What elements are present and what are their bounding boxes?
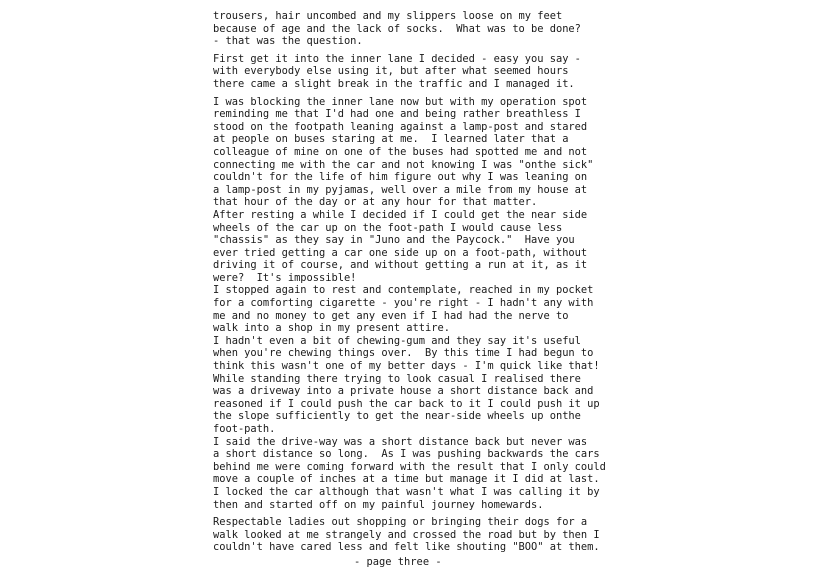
paragraph-respectable-ladies [213,516,613,554]
text-line: I was blocking the inner lane now but with my operation spot [213,95,588,108]
text-line: at people on buses staring at me. I learned later that a [213,133,569,146]
text-line: because of age and the lack of socks. What was to be done? [213,22,581,35]
text-line: I stopped again to rest and contemplate, reached in my pocket [213,284,594,297]
typewritten-text [213,10,613,554]
text-line: were? It's impossible! [213,271,357,284]
paragraph-inner-lane [213,53,613,91]
text-line: reasoned if I could push the car back to it I could push it up [213,397,600,410]
text-line: I locked the car although that wasn't what I was calling it by [213,485,600,498]
text-line: trousers, hair uncombed and my slippers loose on my feet [213,10,563,22]
text-line: First get it into the inner lane I decided - easy you say - [213,52,581,65]
text-line: for a comforting cigarette - you're right - I hadn't any with [213,297,594,310]
text-line: driving it of course, and without getting a run at it, as it [213,259,588,272]
text-line: when you're chewing things over. By this time I had begun to [213,347,594,360]
text-line: move a couple of inches at a time but manage it I did at last. [213,473,600,486]
text-line: I said the drive-way was a short distance back but never was [213,435,588,448]
text-line: wheels of the car up on the foot-path I would cause less [213,221,563,234]
text-line: connecting me with the car and not knowing I was "onthe sick" [213,158,594,171]
text-line: walk looked at me strangely and crossed the road but by then I [213,528,600,541]
text-line: a lamp-post in my pyjamas, well over a mile from my house at [213,183,588,196]
text-line: walk into a shop in my present attire. [213,322,450,335]
text-line: the slope sufficiently to get the near-side wheels up onthe [213,410,581,423]
text-line: foot-path. [213,423,276,435]
paragraph-blocking [213,96,613,512]
text-line: reminding me that I'd had one and being rather breathless I [213,108,581,121]
text-line: me and no money to get any even if I had had the nerve to [213,309,569,322]
text-line: I hadn't even a bit of chewing-gum and they say it's useful [213,334,581,347]
text-line: couldn't for the life of him figure out why I was leaning on [213,171,588,184]
text-line: then and started off on my painful journey homewards. [213,498,544,511]
text-line: with everybody else using it, but after what seemed hours [213,65,569,78]
text-line: was a driveway into a private house a short distance back and [213,385,594,398]
text-line: a short distance so long. As I was pushing backwards the cars [213,448,600,461]
text-line: behind me were coming forward with the result that I only could [213,460,606,473]
text-line: Respectable ladies out shopping or bringing their dogs for a [213,516,588,529]
text-line: - that was the question. [213,35,363,48]
text-line: there came a slight break in the traffic and I managed it. [213,77,575,90]
text-line: that hour of the day or at any hour for that matter. [213,196,538,209]
text-line: While standing there trying to look casual I realised there [213,372,581,385]
paragraph-trousers [213,10,613,48]
text-line: stood on the footpath leaning against a lamp-post and stared [213,120,588,133]
text-line: "chassis" as they say in "Juno and the Paycock." Have you [213,234,575,247]
text-line: think this wasn't one of my better days - I'm quick like that! [213,360,600,373]
text-line: After resting a while I decided if I could get the near side [213,208,588,221]
page-number: - page three - [354,556,442,568]
text-line: colleague of mine on one of the buses had spotted me and not [213,145,588,158]
text-line: couldn't have cared less and felt like shouting "BOO" at them. [213,541,600,554]
text-line: ever tried getting a car one side up on a foot-path, without [213,246,588,259]
